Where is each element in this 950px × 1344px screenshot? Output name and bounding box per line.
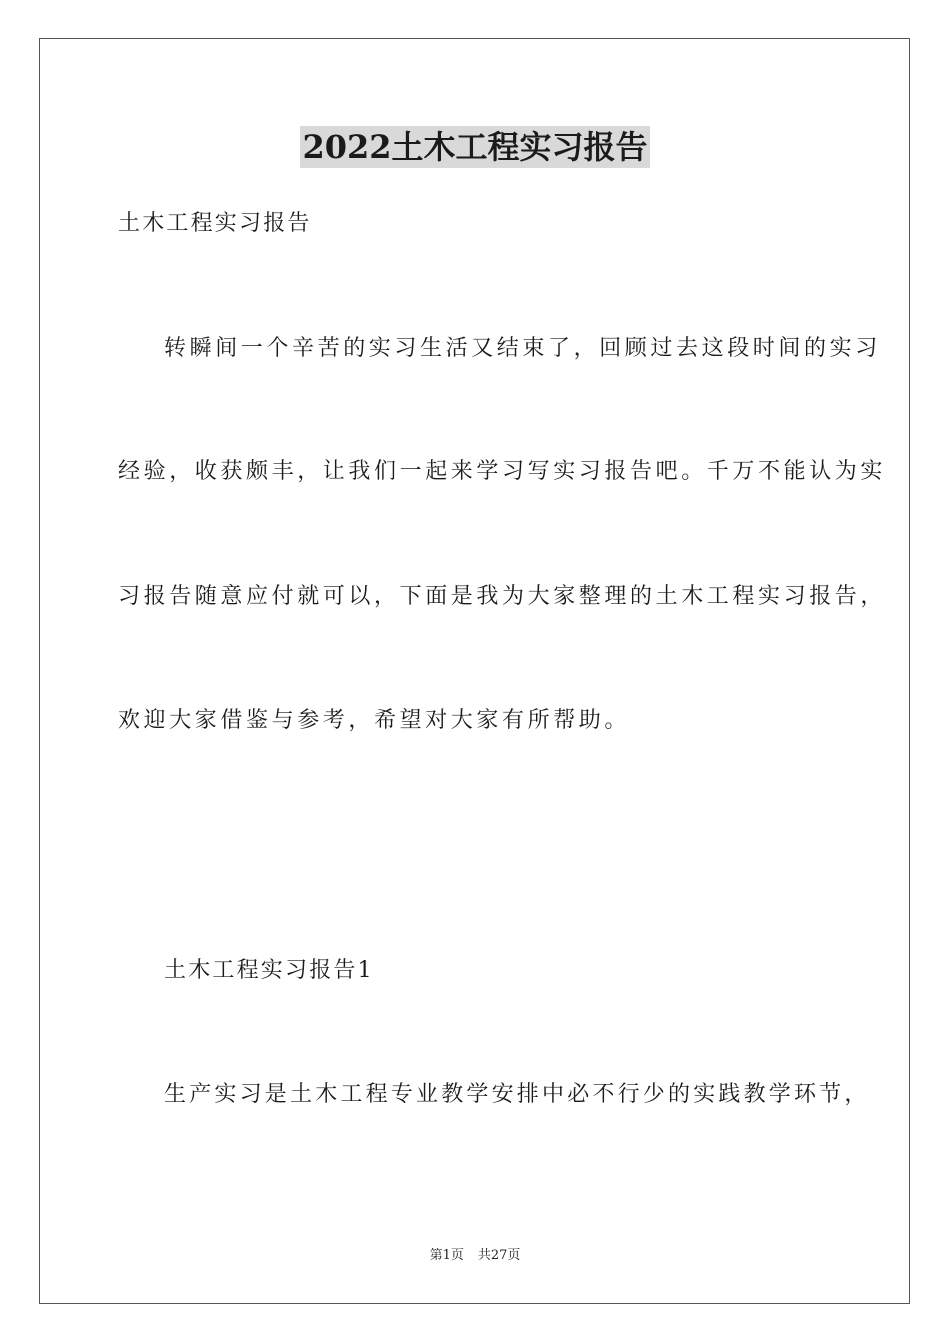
paragraph-line-2: 经验，收获颇丰，让我们一起来学习写实习报告吧。千万不能认为实: [118, 459, 887, 484]
page-total: 共27页: [477, 1248, 521, 1263]
paragraph-line-3: 习报告随意应付就可以，下面是我为大家整理的土木工程实习报告，: [118, 584, 887, 609]
section-heading: 土木工程实习报告1: [164, 958, 374, 983]
document-title: [0, 126, 950, 168]
paragraph-line-1: 转瞬间一个辛苦的实习生活又结束了，回顾过去这段时间的实习: [164, 336, 881, 361]
page-footer: [0, 1248, 950, 1264]
document-title-text: 2022土木工程实习报告: [302, 128, 648, 166]
document-subtitle: 土木工程实习报告: [118, 211, 312, 236]
section-paragraph-line-1: 生产实习是土木工程专业教学安排中必不行少的实践教学环节，: [164, 1082, 870, 1107]
page-number: 第1页: [429, 1248, 464, 1263]
paragraph-line-4: 欢迎大家借鉴与参考，希望对大家有所帮助。: [118, 708, 631, 733]
